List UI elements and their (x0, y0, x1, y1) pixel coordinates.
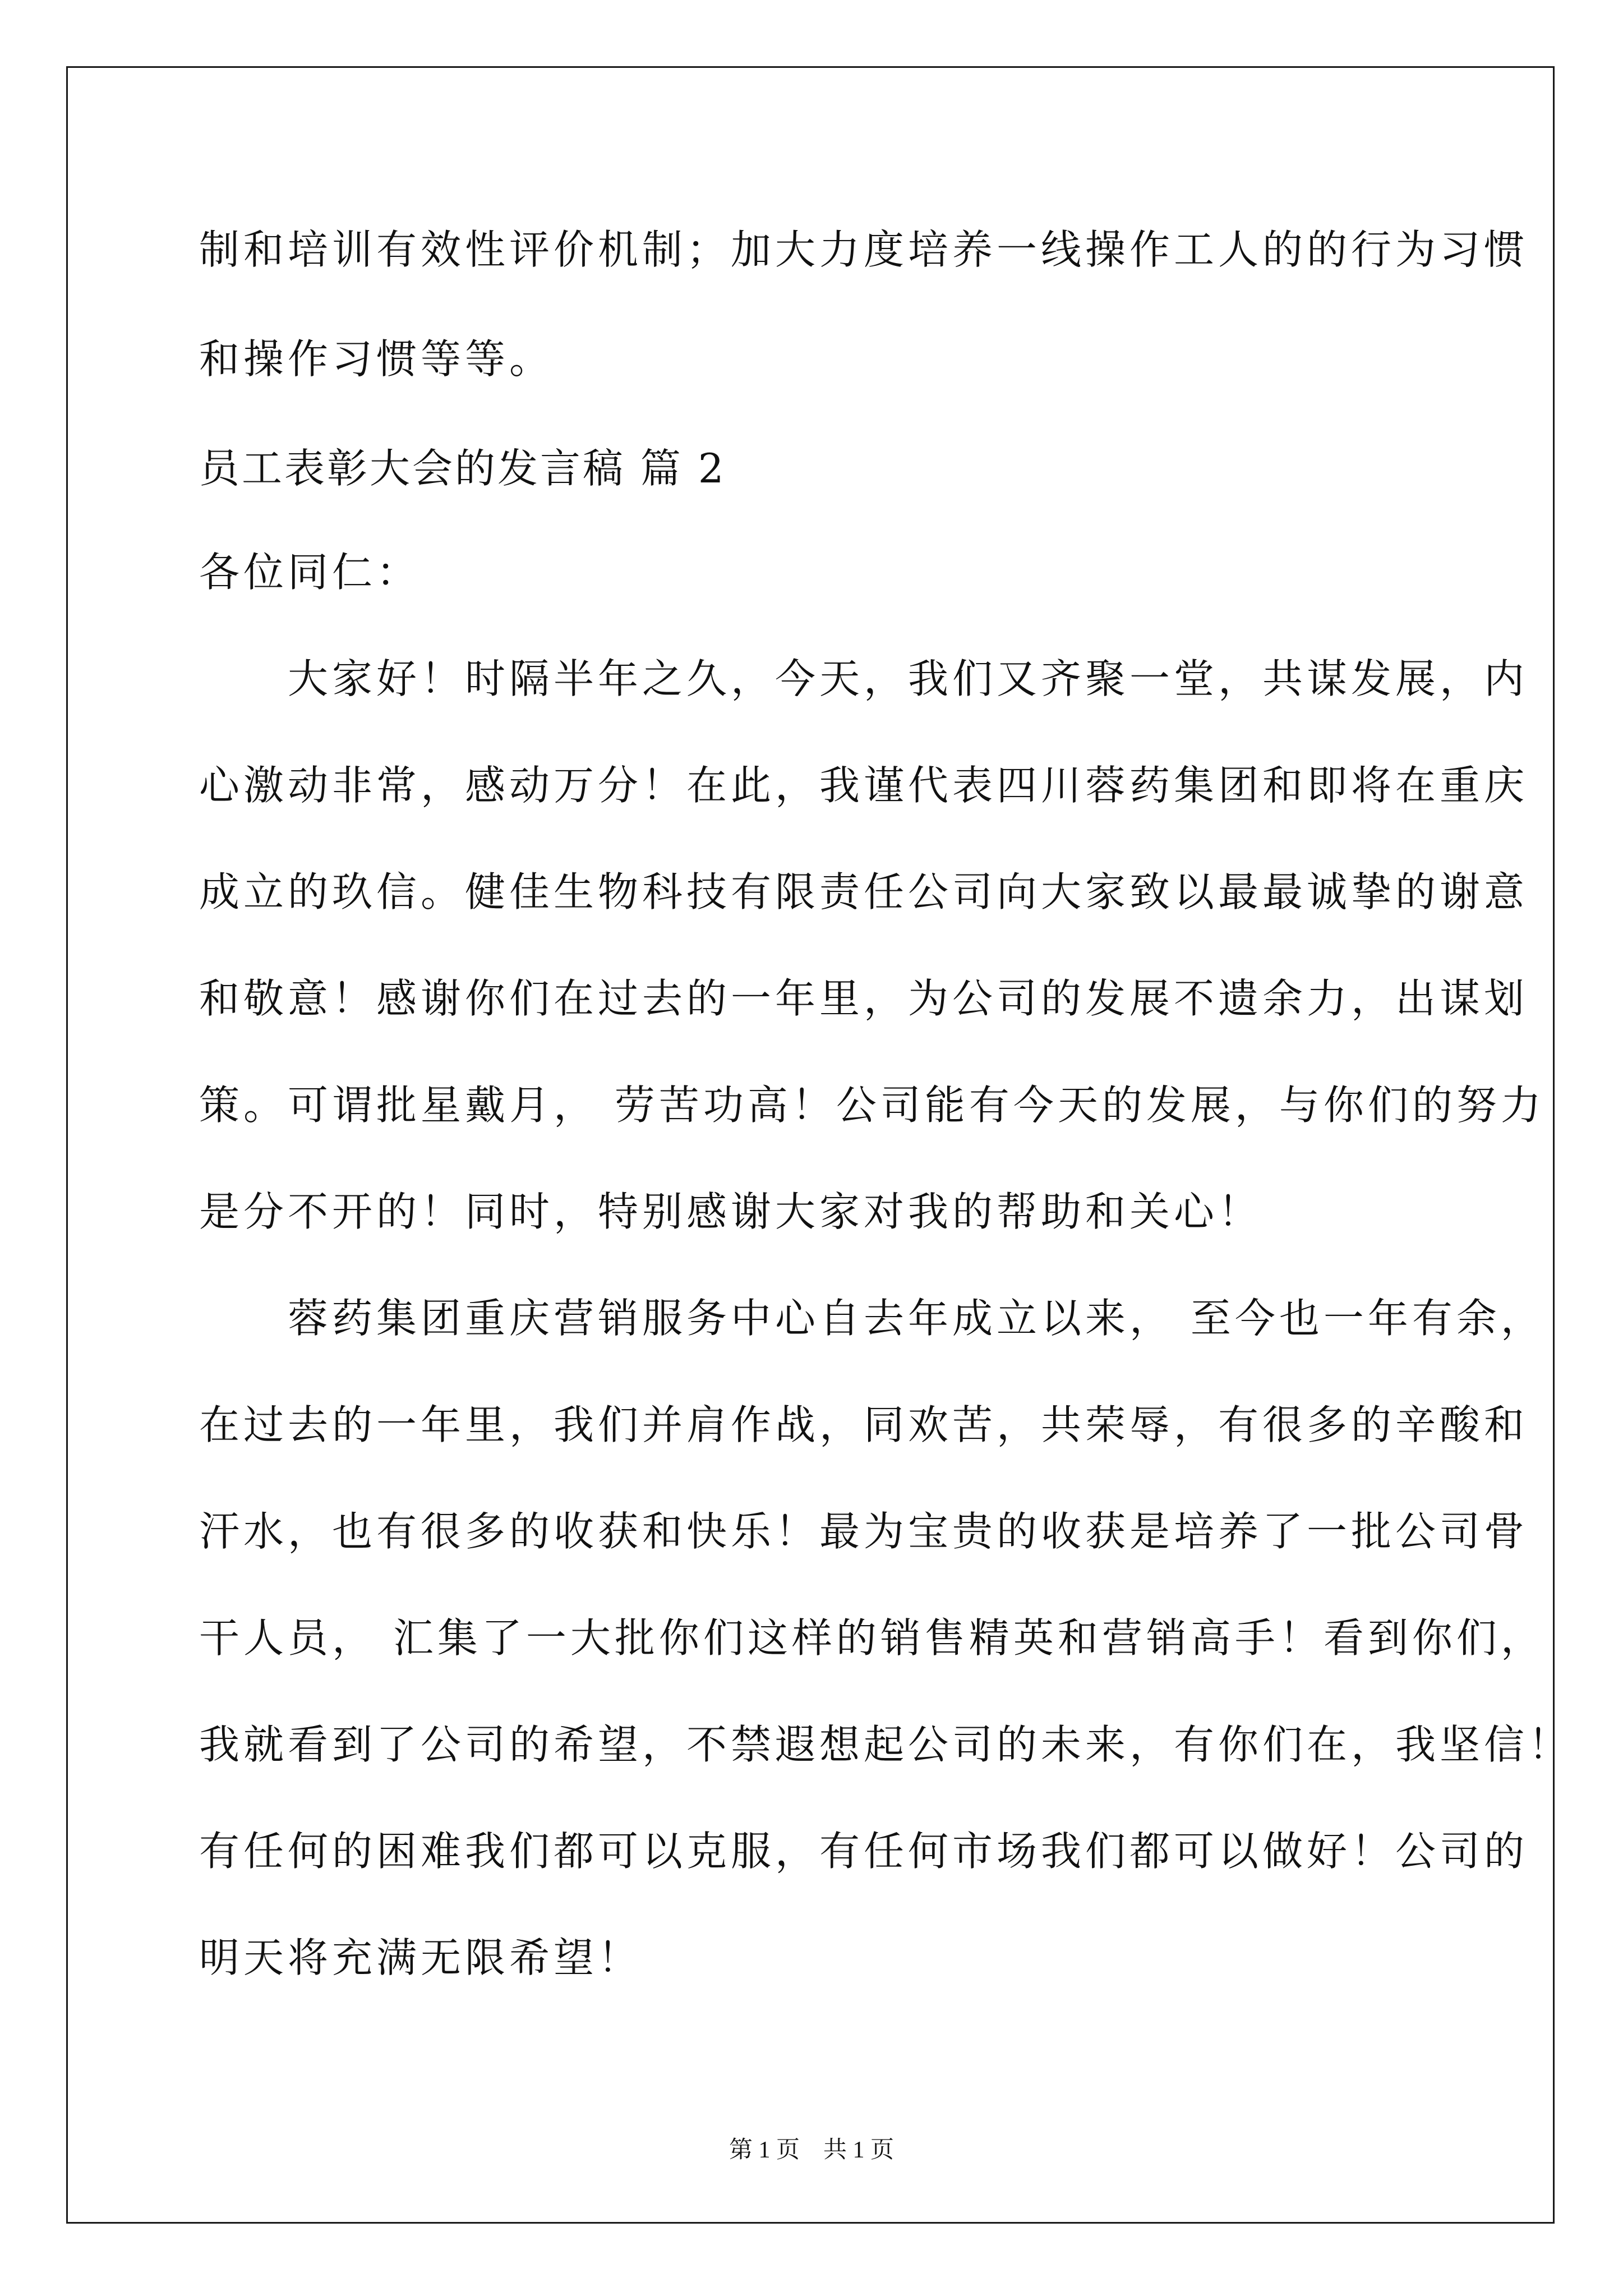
paragraph-line: 有任何的困难我们都可以克服，有任何市场我们都可以做好！公司的 (199, 1828, 1529, 1875)
paragraph-line: 汗水，也有很多的收获和快乐！最为宝贵的收获是培养了一批公司骨 (199, 1508, 1529, 1555)
page-border (66, 66, 1555, 2224)
section-heading: 员工表彰大会的发言稿 篇 2 (199, 445, 726, 492)
paragraph-line: 是分不开的！同时，特别感谢大家对我的帮助和关心！ (199, 1188, 1263, 1235)
page-number-footer: 第 1 页 共 1 页 (728, 2137, 894, 2163)
paragraph-line: 明天将充满无限希望！ (199, 1934, 643, 1981)
paragraph-line: 蓉药集团重庆营销服务中心自去年成立以来， 至今也一年有余， (199, 1295, 1545, 1342)
paragraph-line: 在过去的一年里，我们并肩作战，同欢苦，共荣辱，有很多的辛酸和 (199, 1401, 1529, 1448)
paragraph-line: 大家好！时隔半年之久，今天，我们又齐聚一堂，共谋发展，内 (199, 655, 1529, 702)
paragraph-line: 心激动非常，感动万分！在此，我谨代表四川蓉药集团和即将在重庆 (199, 762, 1529, 809)
paragraph-line: 和操作习惯等等。 (199, 335, 554, 383)
paragraph-line: 策。可谓批星戴月， 劳苦功高！公司能有今天的发展，与你们的努力 (199, 1082, 1545, 1129)
salutation: 各位同仁： (199, 549, 421, 596)
paragraph-line: 和敬意！感谢你们在过去的一年里，为公司的发展不遗余力，出谋划 (199, 975, 1529, 1022)
paragraph-line: 我就看到了公司的希望，不禁遐想起公司的未来，有你们在，我坚信！ (199, 1721, 1573, 1768)
paragraph-line: 制和培训有效性评价机制；加大力度培养一线操作工人的的行为习惯 (199, 226, 1529, 273)
paragraph-line: 成立的玖信。健佳生物科技有限责任公司向大家致以最最诚挚的谢意 (199, 868, 1529, 915)
paragraph-line: 干人员， 汇集了一大批你们这样的销售精英和营销高手！看到你们， (199, 1614, 1545, 1662)
